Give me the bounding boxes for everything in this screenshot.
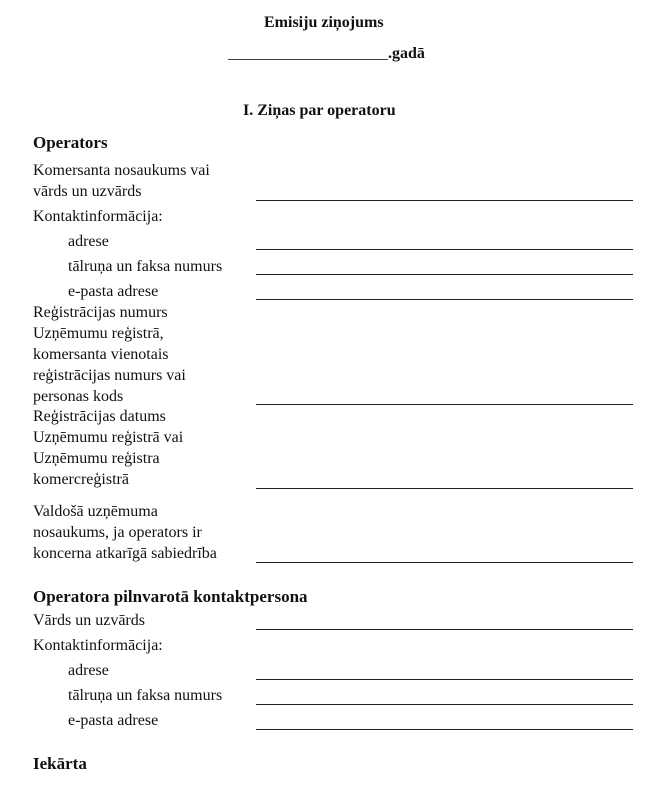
address-input-line[interactable] xyxy=(256,249,633,250)
reg-number-label: Reģistrācijas numurs Uzņēmumu reģistrā, komersanta vienotais reģistrācijas numurs vai personas kods xyxy=(33,304,186,405)
contact-address-input-line[interactable] xyxy=(256,679,633,680)
contact-email-label: e-pasta adrese xyxy=(68,712,159,729)
address-label: adrese xyxy=(68,233,109,250)
contact-name-input-line[interactable] xyxy=(256,629,633,630)
operator-heading: Operators xyxy=(33,133,108,152)
date-field xyxy=(228,43,425,64)
contact-phone-fax-input-line[interactable] xyxy=(256,704,633,705)
contact-person-heading: Operatora pilnvarotā kontaktpersona xyxy=(33,587,308,606)
email-label: e-pasta adrese xyxy=(68,283,159,300)
company-name-label: Komersanta nosaukums vai vārds un uzvārds xyxy=(33,162,210,200)
parent-company-input-line[interactable] xyxy=(256,562,633,563)
phone-fax-input-line[interactable] xyxy=(256,274,633,275)
parent-company-label: Valdošā uzņēmuma nosaukums, ja operators ir koncerna atkarīgā sabiedrība xyxy=(33,503,217,562)
contact-address-label: adrese xyxy=(68,662,109,679)
section-heading: I. Ziņas par operatoru xyxy=(243,102,396,119)
reg-date-input-line[interactable] xyxy=(256,488,633,489)
date-suffix: .gadā xyxy=(388,45,425,62)
date-blank[interactable]: ____________________ xyxy=(228,45,388,62)
document-title: Emisiju ziņojums xyxy=(264,14,384,31)
email-input-line[interactable] xyxy=(256,299,633,300)
contact-info-label: Kontaktinformācija: xyxy=(33,208,163,225)
phone-fax-label: tālruņa un faksa numurs xyxy=(68,258,223,275)
contact-phone-fax-label: tālruņa un faksa numurs xyxy=(68,687,223,704)
reg-date-label: Reģistrācijas datums Uzņēmumu reģistrā vai Uzņēmumu reģistra komercreģistrā xyxy=(33,408,184,488)
reg-number-input-line[interactable] xyxy=(256,404,633,405)
installation-heading: Iekārta xyxy=(33,754,87,773)
company-name-input-line[interactable] xyxy=(256,200,633,201)
contact-person-contact-info-label: Kontaktinformācija: xyxy=(33,637,163,654)
contact-email-input-line[interactable] xyxy=(256,729,633,730)
contact-name-label: Vārds un uzvārds xyxy=(33,612,145,629)
